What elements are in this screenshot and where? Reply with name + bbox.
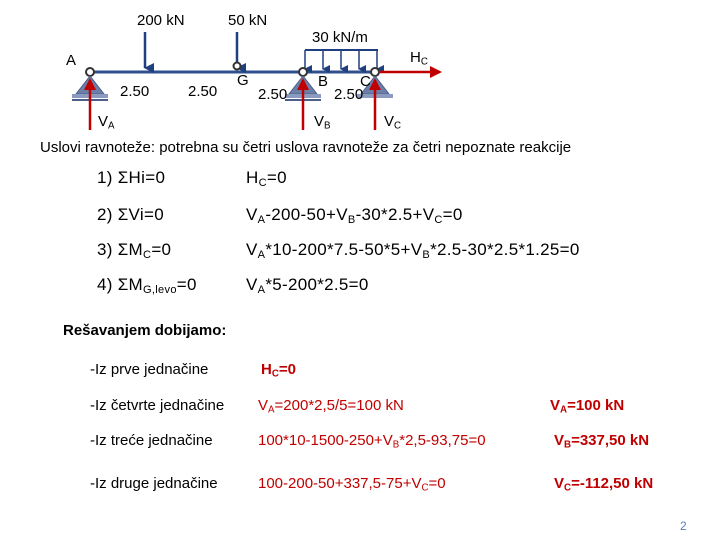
result-expression: $100*10-1500-250+V_B*2,5-93,75=0$ [258, 432, 486, 451]
hinge-g [234, 63, 241, 70]
label-a: A [66, 52, 77, 69]
equation-condition: 4) $\Sigma M_{G,levo}=0$ [97, 275, 197, 296]
result-expression: $H_C=0$ [261, 361, 296, 380]
conditions-text: Uslovi ravnoteže: potrebna su četri uslova ravnoteže za četri nepoznate reakcije [40, 139, 572, 156]
result-answer: $V_A=100$ kN [550, 397, 625, 416]
equation-expression: $V_A-200-50+V_B-30*2.5+V_C=0$ [246, 205, 463, 226]
load-50-label: 50 kN [228, 12, 268, 29]
label-vc: $V_C$ [384, 113, 402, 132]
span-4-label: 2.50 [334, 86, 364, 103]
span-2-label: 2.50 [188, 83, 218, 100]
label-vb: $V_B$ [314, 113, 331, 132]
load-dist-label: 30 kN/m [312, 29, 368, 46]
equation-condition: 1) ΣHi=0 [97, 168, 166, 187]
span-3-label: 2.50 [258, 86, 288, 103]
equation-condition: 2) ΣVi=0 [97, 205, 164, 224]
page-number: 2 [680, 519, 687, 533]
result-expression: $100-200-50+337,5-75+V_C=0$ [258, 475, 446, 494]
load-200-label: 200 kN [137, 12, 185, 29]
equation-expression: $V_A*5-200*2.5=0$ [246, 275, 369, 296]
label-g: G [237, 72, 249, 89]
result-expression: $V_A=200*2,5/5=100$ kN [258, 397, 404, 416]
label-b: B [318, 73, 329, 90]
result-label: -Iz druge jednačine [90, 475, 218, 492]
equation-expression: $V_A*10-200*7.5-50*5+V_B*2.5-30*2.5*1.25=0$ [246, 240, 580, 261]
label-hc: $H_C$ [410, 49, 428, 68]
equation-expression: $H_C=0$ [246, 168, 287, 189]
result-label: -Iz četvrte jednačine [90, 397, 225, 414]
result-label: -Iz prve jednačine [90, 361, 209, 378]
solving-heading: Rešavanjem dobijamo: [63, 322, 227, 339]
result-answer: $V_C=-112,50$ kN [554, 475, 654, 494]
equation-condition: 3) $\Sigma M_C=0$ [97, 240, 172, 261]
result-label: -Iz treće jednačine [90, 432, 213, 449]
distributed-load [305, 50, 378, 69]
result-answer: $V_B=337,50$ kN [554, 432, 650, 451]
label-c: C [360, 73, 371, 90]
label-va: $V_A$ [98, 113, 115, 132]
span-1-label: 2.50 [120, 83, 150, 100]
